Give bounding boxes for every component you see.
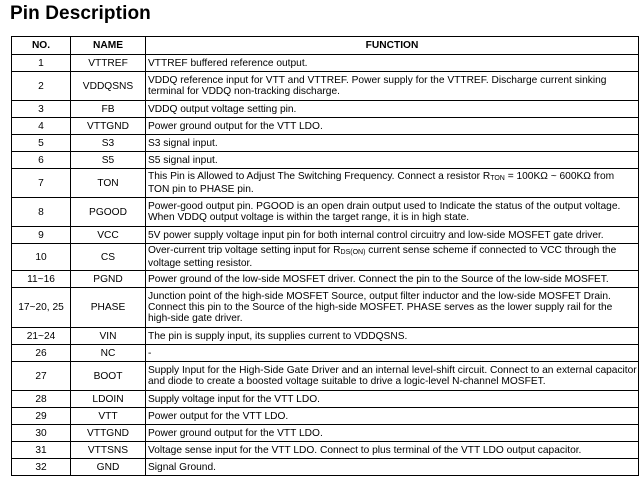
pin-number: 1 bbox=[12, 55, 71, 72]
pin-function bbox=[146, 227, 639, 244]
pin-name: VIN bbox=[71, 328, 146, 345]
pin-name: PGOOD bbox=[71, 198, 146, 227]
pin-number: 5 bbox=[12, 135, 71, 152]
pin-function bbox=[146, 198, 639, 227]
pin-name: PGND bbox=[71, 271, 146, 288]
pin-function-text-tail: current sense scheme if connected to VCC through the voltage setting resistor. bbox=[148, 245, 617, 269]
table-body bbox=[12, 55, 639, 476]
pin-function bbox=[146, 328, 639, 345]
pin-function-text: 5V power supply voltage input pin for both internal control circuitry and low-side MOSFET gate driver. bbox=[148, 229, 604, 241]
table-row bbox=[12, 55, 639, 72]
pin-name: VDDQSNS bbox=[71, 72, 146, 101]
table-row bbox=[12, 101, 639, 118]
pin-function bbox=[146, 425, 639, 442]
pin-function-text: S3 signal input. bbox=[148, 137, 218, 149]
pin-function bbox=[146, 362, 639, 391]
table-row bbox=[12, 135, 639, 152]
pin-function bbox=[146, 244, 639, 271]
pin-function-text: Power-good output pin. PGOOD is an open drain output used to Indicate the status of the output voltage. When VDDQ output voltage is within the target range, it is in high state. bbox=[148, 201, 621, 223]
pin-number: 10 bbox=[12, 244, 71, 271]
pin-name: VTTSNS bbox=[71, 442, 146, 459]
pin-description-table bbox=[11, 36, 639, 476]
table-row bbox=[12, 244, 639, 271]
pin-name: FB bbox=[71, 101, 146, 118]
pin-function-text: VTTREF buffered reference output. bbox=[148, 57, 308, 69]
table-row bbox=[12, 169, 639, 198]
pin-function-text: Power ground of the low-side MOSFET driver. Connect the pin to the Source of the low-side MOSFET. bbox=[148, 273, 609, 285]
pin-function-text: VDDQ reference input for VTT and VTTREF. Power supply for the VTTREF. Discharge current sinking terminal for VDDQ non-tracking discharge. bbox=[148, 75, 607, 97]
table-header-row bbox=[12, 37, 639, 55]
table-row bbox=[12, 362, 639, 391]
pin-function-text: This Pin is Allowed to Adjust The Switching Frequency. Connect a resistor R bbox=[148, 171, 491, 182]
table-row bbox=[12, 227, 639, 244]
pin-function-text: Power output for the VTT LDO. bbox=[148, 410, 289, 422]
pin-function bbox=[146, 391, 639, 408]
table-row bbox=[12, 152, 639, 169]
table-row bbox=[12, 328, 639, 345]
pin-number: 11~16 bbox=[12, 271, 71, 288]
pin-number: 9 bbox=[12, 227, 71, 244]
pin-function-text: Supply Input for the High-Side Gate Driver and an internal level-shift circuit. Connect to an external capacitor and diode to create a boosted voltage suitable to drive a logic-level N-channel MOSFET. bbox=[148, 365, 637, 387]
pin-function-subscript: DS(ON) bbox=[340, 249, 366, 256]
header-no: NO. bbox=[12, 37, 71, 55]
table-row bbox=[12, 288, 639, 328]
table-row bbox=[12, 118, 639, 135]
pin-function bbox=[146, 118, 639, 135]
pin-name: LDOIN bbox=[71, 391, 146, 408]
pin-name: NC bbox=[71, 345, 146, 362]
pin-number: 27 bbox=[12, 362, 71, 391]
pin-function-text: The pin is supply input, its supplies current to VDDQSNS. bbox=[148, 330, 408, 342]
pin-name: CS bbox=[71, 244, 146, 271]
pin-function bbox=[146, 271, 639, 288]
pin-function-text: VDDQ output voltage setting pin. bbox=[148, 103, 297, 115]
table-row bbox=[12, 391, 639, 408]
pin-function-text: Voltage sense input for the VTT LDO. Connect to plus terminal of the VTT LDO output capacitor. bbox=[148, 444, 582, 456]
pin-name: VTT bbox=[71, 408, 146, 425]
pin-name: BOOT bbox=[71, 362, 146, 391]
pin-number: 17~20, 25 bbox=[12, 288, 71, 328]
header-function: FUNCTION bbox=[146, 37, 639, 55]
table-row bbox=[12, 72, 639, 101]
pin-number: 7 bbox=[12, 169, 71, 198]
pin-function bbox=[146, 442, 639, 459]
pin-number: 28 bbox=[12, 391, 71, 408]
pin-function bbox=[146, 408, 639, 425]
pin-name: VTTGND bbox=[71, 118, 146, 135]
pin-function bbox=[146, 345, 639, 362]
pin-number: 6 bbox=[12, 152, 71, 169]
pin-name: S3 bbox=[71, 135, 146, 152]
pin-name: GND bbox=[71, 459, 146, 476]
pin-function-text-tail: = 100KΩ ~ 600KΩ from TON pin to PHASE pin. bbox=[148, 171, 615, 195]
pin-function-text: Supply voltage input for the VTT LDO. bbox=[148, 393, 320, 405]
pin-function-text: Power ground output for the VTT LDO. bbox=[148, 120, 323, 132]
page-title: Pin Description bbox=[10, 3, 151, 24]
table-row bbox=[12, 425, 639, 442]
header-name: NAME bbox=[71, 37, 146, 55]
table-row bbox=[12, 345, 639, 362]
table-row bbox=[12, 198, 639, 227]
pin-number: 8 bbox=[12, 198, 71, 227]
pin-function-text: - bbox=[148, 347, 152, 359]
pin-number: 3 bbox=[12, 101, 71, 118]
pin-name: S5 bbox=[71, 152, 146, 169]
pin-function bbox=[146, 72, 639, 101]
pin-function bbox=[146, 135, 639, 152]
pin-function bbox=[146, 169, 639, 198]
pin-function-text: Junction point of the high-side MOSFET Source, output filter inductor and the low-side MOSFET Drain. Connect this pin to the Source of the high-side MOSFET. PHASE serves as the lower supply rail for the high-side gate driver. bbox=[148, 291, 613, 324]
pin-function-text: S5 signal input. bbox=[148, 154, 218, 166]
pin-function bbox=[146, 101, 639, 118]
pin-function-text: Signal Ground. bbox=[148, 461, 216, 473]
pin-name: VCC bbox=[71, 227, 146, 244]
pin-number: 30 bbox=[12, 425, 71, 442]
pin-name: TON bbox=[71, 169, 146, 198]
pin-number: 4 bbox=[12, 118, 71, 135]
pin-number: 2 bbox=[12, 72, 71, 101]
pin-function bbox=[146, 55, 639, 72]
table-row bbox=[12, 408, 639, 425]
pin-number: 31 bbox=[12, 442, 71, 459]
pin-number: 21~24 bbox=[12, 328, 71, 345]
pin-function bbox=[146, 152, 639, 169]
table-row bbox=[12, 459, 639, 476]
pin-number: 29 bbox=[12, 408, 71, 425]
pin-number: 32 bbox=[12, 459, 71, 476]
table-row bbox=[12, 271, 639, 288]
pin-number: 26 bbox=[12, 345, 71, 362]
pin-function bbox=[146, 459, 639, 476]
pin-function bbox=[146, 288, 639, 328]
pin-function-text: Power ground output for the VTT LDO. bbox=[148, 427, 323, 439]
pin-name: VTTGND bbox=[71, 425, 146, 442]
pin-function-subscript: TON bbox=[490, 175, 505, 182]
pin-name: VTTREF bbox=[71, 55, 146, 72]
pin-function-text: Over-current trip voltage setting input for R bbox=[148, 245, 341, 256]
table-row bbox=[12, 442, 639, 459]
pin-name: PHASE bbox=[71, 288, 146, 328]
